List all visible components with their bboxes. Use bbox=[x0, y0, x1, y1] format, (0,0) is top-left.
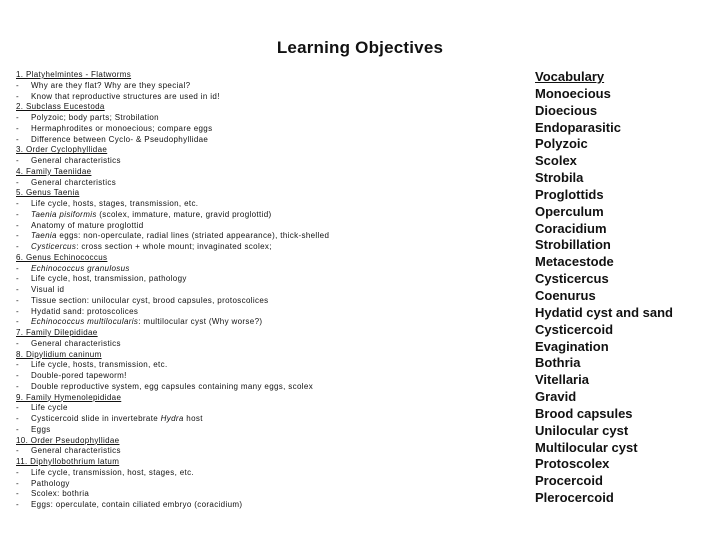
objective-bullet-text: Life cycle, hosts, transmission, etc. bbox=[31, 360, 168, 370]
bullet-dash: - bbox=[16, 220, 20, 230]
bullet-dash: - bbox=[16, 113, 20, 122]
bullet-dash: - bbox=[16, 134, 20, 144]
objective-heading-text: 9. Family Hymenolepididae bbox=[16, 392, 122, 402]
objective-bullet bbox=[16, 242, 516, 253]
vocabulary-term: Hydatid cyst and sand bbox=[535, 304, 673, 320]
objective-italic-term: Echinococcus multilocularis bbox=[31, 317, 139, 327]
objective-heading-text: 10. Order Pseudophyllidae bbox=[16, 435, 120, 445]
objective-bullet bbox=[16, 382, 516, 393]
vocabulary-term: Endoparasitic bbox=[535, 119, 621, 135]
vocabulary-term: Protoscolex bbox=[535, 456, 610, 472]
objective-heading bbox=[16, 350, 516, 361]
bullet-dash: - bbox=[16, 500, 20, 509]
objective-bullet-text: Eggs: operculate, contain ciliated embryo (coracidium) bbox=[31, 500, 243, 509]
objective-bullet bbox=[16, 199, 516, 210]
vocabulary-heading: Vocabulary bbox=[535, 69, 605, 84]
objective-bullet bbox=[16, 274, 516, 285]
vocabulary-term: Dioecious bbox=[535, 102, 598, 118]
objective-bullet-text: Double-pored tapeworm! bbox=[31, 371, 127, 380]
vocabulary-term: Coenurus bbox=[535, 287, 596, 303]
objective-bullet bbox=[16, 135, 516, 146]
objective-bullet bbox=[16, 489, 516, 500]
objective-bullet bbox=[16, 307, 516, 318]
bullet-dash: - bbox=[16, 263, 20, 273]
objective-bullet bbox=[16, 285, 516, 296]
bullet-dash: - bbox=[16, 123, 20, 133]
vocabulary-term: Brood capsules bbox=[535, 405, 633, 421]
bullet-dash: - bbox=[16, 414, 20, 423]
objective-bullet-text: Life cycle bbox=[31, 403, 68, 413]
objective-bullet-text: Cysticercoid slide in invertebrate bbox=[31, 414, 161, 423]
objective-bullet bbox=[16, 221, 516, 232]
vocabulary-term: Operculum bbox=[535, 203, 604, 219]
vocabulary-term: Plerocercoid bbox=[535, 490, 614, 506]
objective-italic-term: Taenia pisiformis bbox=[31, 209, 97, 219]
objective-bullet bbox=[16, 339, 516, 350]
objective-bullet bbox=[16, 264, 516, 275]
objective-heading bbox=[16, 188, 516, 199]
objective-bullet-text: Life cycle, transmission, host, stages, etc. bbox=[31, 467, 195, 477]
objective-bullet-text: Hermaphrodites or monoecious; compare eggs bbox=[31, 123, 213, 133]
objective-bullet-text: Know that reproductive structures are used in id! bbox=[31, 91, 220, 101]
objective-bullet bbox=[16, 317, 516, 328]
objective-bullet bbox=[16, 210, 516, 221]
objective-bullet-text: Eggs bbox=[31, 424, 51, 434]
objective-bullet bbox=[16, 113, 516, 124]
bullet-dash: - bbox=[16, 467, 20, 477]
bullet-dash: - bbox=[16, 381, 20, 391]
vocabulary-term: Polyzoic bbox=[535, 136, 588, 152]
objective-bullet-text: Scolex: bothria bbox=[31, 489, 90, 499]
objective-italic-term: Hydra bbox=[160, 414, 184, 423]
bullet-dash: - bbox=[16, 360, 20, 370]
vocabulary-term: Cysticercoid bbox=[535, 321, 614, 337]
objective-bullet-text: Why are they flat? Why are they special? bbox=[31, 80, 191, 90]
objective-italic-term: Taenia bbox=[31, 231, 57, 241]
vocabulary-term: Unilocular cyst bbox=[535, 422, 629, 438]
objective-bullet-text: : cross section + whole mount; invaginated scolex; bbox=[76, 242, 272, 251]
objective-heading-text: 6. Genus Echinococcus bbox=[16, 252, 108, 262]
objective-heading bbox=[16, 70, 516, 81]
objective-heading-text: 1. Platyhelmintes - Flatworms bbox=[16, 70, 132, 79]
objective-heading bbox=[16, 328, 516, 339]
objective-bullet-text: Hydatid sand: protoscolices bbox=[31, 306, 139, 316]
objective-heading bbox=[16, 436, 516, 447]
bullet-dash: - bbox=[16, 478, 20, 488]
objective-bullet-text: (scolex, immature, mature, gravid proglottid) bbox=[96, 209, 272, 219]
objective-heading-text: 3. Order Cyclophyllidae bbox=[16, 145, 108, 155]
objective-bullet bbox=[16, 178, 516, 189]
vocabulary-term: Coracidium bbox=[535, 220, 607, 236]
vocabulary-term: Monoecious bbox=[535, 85, 611, 101]
vocabulary-term: Multilocular cyst bbox=[535, 439, 638, 455]
bullet-dash: - bbox=[16, 231, 20, 241]
objective-bullet-text: Anatomy of mature proglottid bbox=[31, 220, 144, 230]
objective-heading bbox=[16, 457, 516, 468]
objective-heading-text: 5. Genus Taenia bbox=[16, 188, 80, 198]
objective-heading bbox=[16, 167, 516, 178]
vocabulary-term: Scolex bbox=[535, 153, 577, 169]
objective-heading-text: 4. Family Taeniidae bbox=[16, 166, 92, 176]
vocabulary-term: Strobila bbox=[535, 170, 584, 186]
objective-bullet-text: Double reproductive system, egg capsules containing many eggs, scolex bbox=[31, 381, 314, 391]
bullet-dash: - bbox=[16, 242, 20, 251]
bullet-dash: - bbox=[16, 91, 20, 101]
objective-bullet bbox=[16, 231, 516, 242]
objective-bullet-text: General characteristics bbox=[31, 338, 121, 348]
objective-heading-text: 8. Dipylidium caninum bbox=[16, 349, 102, 359]
objective-bullet bbox=[16, 425, 516, 436]
objective-bullet bbox=[16, 468, 516, 479]
objective-bullet-text: Polyzoic; body parts; Strobilation bbox=[31, 113, 159, 122]
objective-bullet bbox=[16, 360, 516, 371]
objective-italic-term: Cysticercus bbox=[31, 242, 77, 251]
objective-bullet bbox=[16, 479, 516, 490]
bullet-dash: - bbox=[16, 274, 20, 284]
bullet-dash: - bbox=[16, 295, 20, 305]
objective-heading bbox=[16, 102, 516, 113]
bullet-dash: - bbox=[16, 403, 20, 413]
objective-italic-term: Echinococcus granulosus bbox=[31, 263, 130, 273]
bullet-dash: - bbox=[16, 489, 20, 499]
objective-bullet bbox=[16, 156, 516, 167]
objective-bullet bbox=[16, 296, 516, 307]
objective-bullet-text: Visual id bbox=[31, 285, 65, 294]
bullet-dash: - bbox=[16, 424, 20, 434]
objective-bullet-text: Life cycle, host, transmission, pathology bbox=[31, 274, 187, 284]
bullet-dash: - bbox=[16, 199, 20, 208]
bullet-dash: - bbox=[16, 177, 20, 187]
bullet-dash: - bbox=[16, 306, 20, 316]
objective-bullet bbox=[16, 500, 516, 511]
objective-bullet-text: eggs: non-operculate, radial lines (striated appearance), thick-shelled bbox=[56, 231, 330, 241]
bullet-dash: - bbox=[16, 285, 20, 294]
learning-objectives-list bbox=[16, 70, 516, 511]
vocabulary-term: Proglottids bbox=[535, 186, 604, 202]
objective-bullet bbox=[16, 371, 516, 382]
vocabulary-term: Cysticercus bbox=[535, 271, 609, 287]
bullet-dash: - bbox=[16, 446, 20, 456]
bullet-dash: - bbox=[16, 317, 20, 327]
objective-bullet-text: Difference between Cyclo- & Pseudophyllidae bbox=[31, 134, 209, 144]
objective-bullet-text: General characteristics bbox=[31, 446, 121, 456]
objective-heading bbox=[16, 145, 516, 156]
vocabulary-list bbox=[535, 69, 720, 507]
bullet-dash: - bbox=[16, 371, 20, 380]
vocabulary-term: Evagination bbox=[535, 338, 609, 354]
page-title: Learning Objectives bbox=[276, 38, 444, 57]
vocabulary-term: Procercoid bbox=[535, 473, 603, 489]
objective-bullet-text: Tissue section: unilocular cyst, brood capsules, protoscolices bbox=[31, 295, 269, 305]
objective-heading bbox=[16, 253, 516, 264]
objective-bullet-text: Life cycle, hosts, stages, transmission, etc. bbox=[31, 199, 199, 208]
objective-bullet-text: : multilocular cyst (Why worse?) bbox=[138, 317, 263, 327]
bullet-dash: - bbox=[16, 80, 20, 90]
vocabulary-term: Metacestode bbox=[535, 254, 614, 270]
objective-bullet-text: General characteristics bbox=[31, 156, 121, 165]
objective-bullet-text: General charcteristics bbox=[31, 177, 117, 187]
objective-heading-text: 7. Family Dilepididae bbox=[16, 328, 98, 337]
vocabulary-term: Bothria bbox=[535, 355, 581, 371]
vocabulary-term: Gravid bbox=[535, 389, 577, 405]
objective-bullet bbox=[16, 414, 516, 425]
objective-bullet bbox=[16, 81, 516, 92]
vocabulary-term: Vitellaria bbox=[535, 372, 589, 388]
bullet-dash: - bbox=[16, 338, 20, 348]
objective-heading-text: 2. Subclass Eucestoda bbox=[16, 102, 105, 112]
objective-bullet bbox=[16, 403, 516, 414]
objective-bullet bbox=[16, 92, 516, 103]
bullet-dash: - bbox=[16, 156, 20, 165]
objective-heading-text: 11. Diphyllobothrium latum bbox=[16, 457, 120, 466]
objective-heading bbox=[16, 393, 516, 404]
bullet-dash: - bbox=[16, 209, 20, 219]
vocabulary-term: Strobillation bbox=[535, 237, 611, 253]
objective-bullet bbox=[16, 124, 516, 135]
objective-bullet-text: Pathology bbox=[31, 478, 70, 488]
objective-bullet-text: host bbox=[183, 414, 203, 423]
objective-bullet bbox=[16, 446, 516, 457]
